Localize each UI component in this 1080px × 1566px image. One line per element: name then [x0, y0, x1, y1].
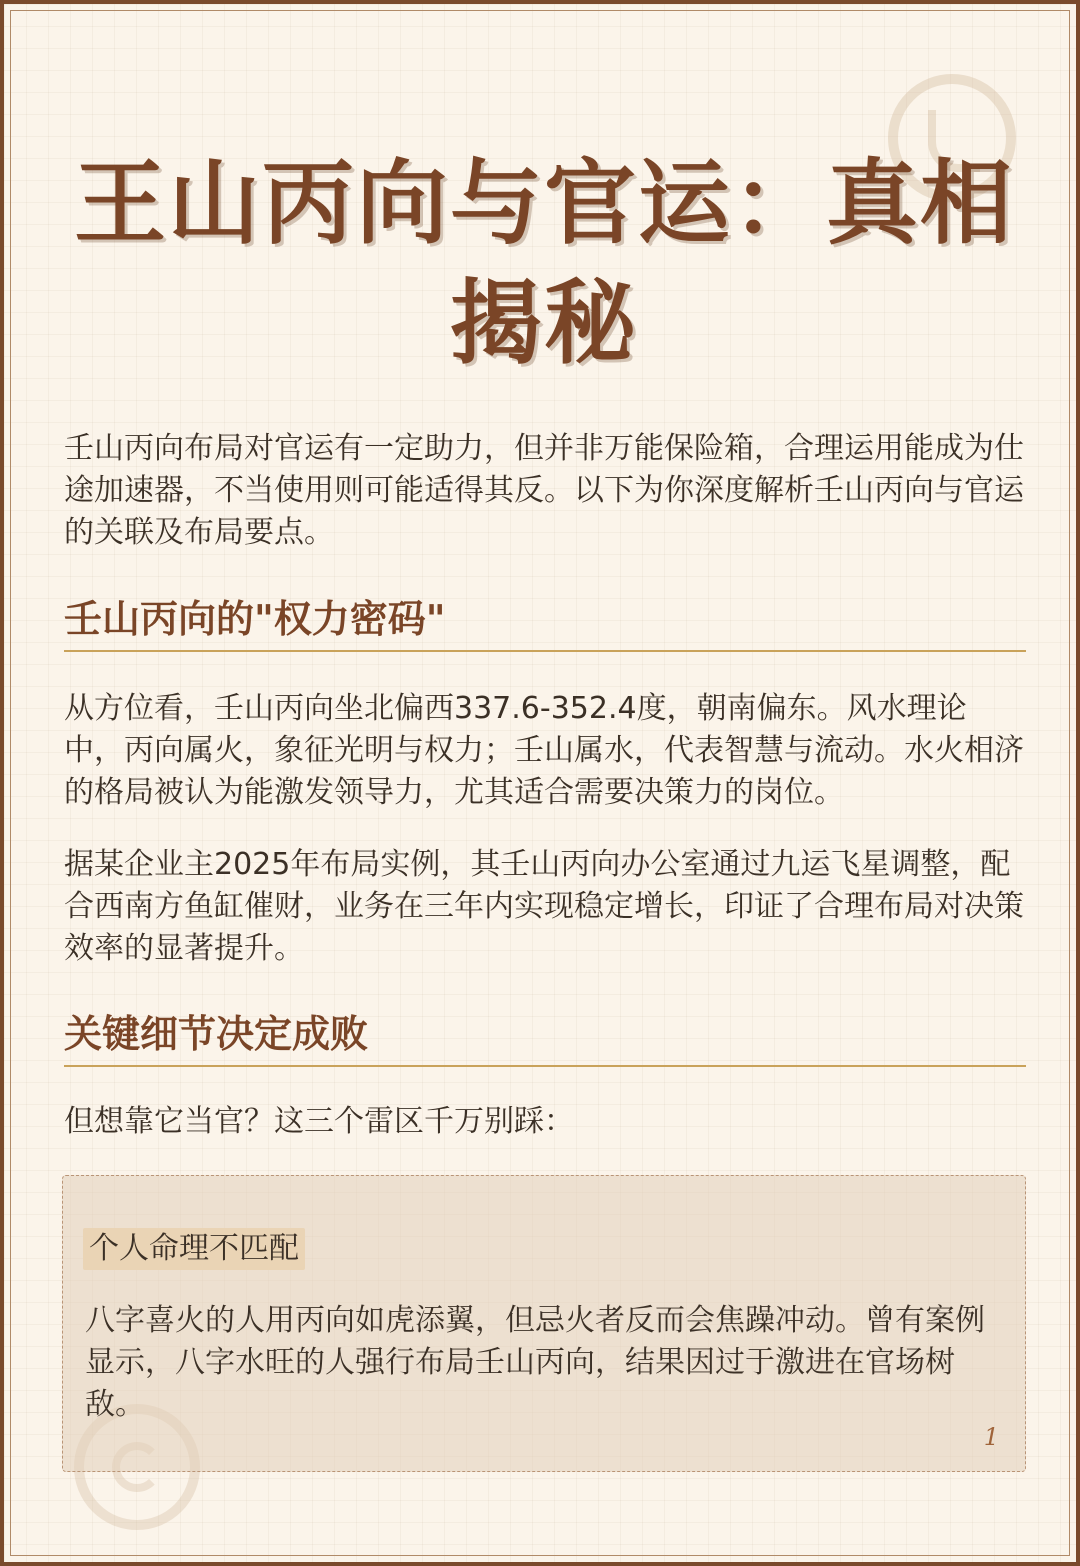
tip-text: 八字喜火的人用丙向如虎添翼，但忌火者反而会焦躁冲动。曾有案例显示，八字水旺的人强行布局壬山丙向，结果因过于激进在官场树敌。: [85, 1303, 985, 1422]
intro-paragraph: 壬山丙向布局对官运有一定助力，但并非万能保险箱，合理运用能成为仕途加速器，不当使用则可能适得其反。以下为你深度解析壬山丙向与官运的关联及布局要点。: [64, 431, 1024, 550]
tip-box: [62, 1175, 1026, 1472]
page-title: 王山丙向与官运：真相揭秘: [73, 150, 1014, 377]
paragraph-case-study: 据某企业主2025年布局实例，其壬山丙向办公室通过九运飞星调整，配合西南方鱼缸催财，业务在三年内实现稳定增长，印证了合理布局对决策效率的显著提升。: [64, 847, 1024, 966]
section-heading-key-details: 关键细节决定成败: [64, 1009, 1026, 1067]
page-number: 1: [983, 1423, 999, 1451]
paragraph-warning-lead: 但想靠它当官？这三个雷区千万别踩：: [64, 1104, 574, 1139]
section-heading-power-code: 壬山丙向的"权力密码": [64, 594, 1026, 652]
tip-tag: 个人命理不匹配: [83, 1228, 305, 1270]
paragraph-direction: 从方位看，壬山丙向坐北偏西337.6-352.4度，朝南偏东。风水理论中，丙向属火，象征光明与权力；壬山属水，代表智慧与流动。水火相济的格局被认为能激发领导力，尤其适合需要决策力的岗位。: [64, 691, 1024, 810]
